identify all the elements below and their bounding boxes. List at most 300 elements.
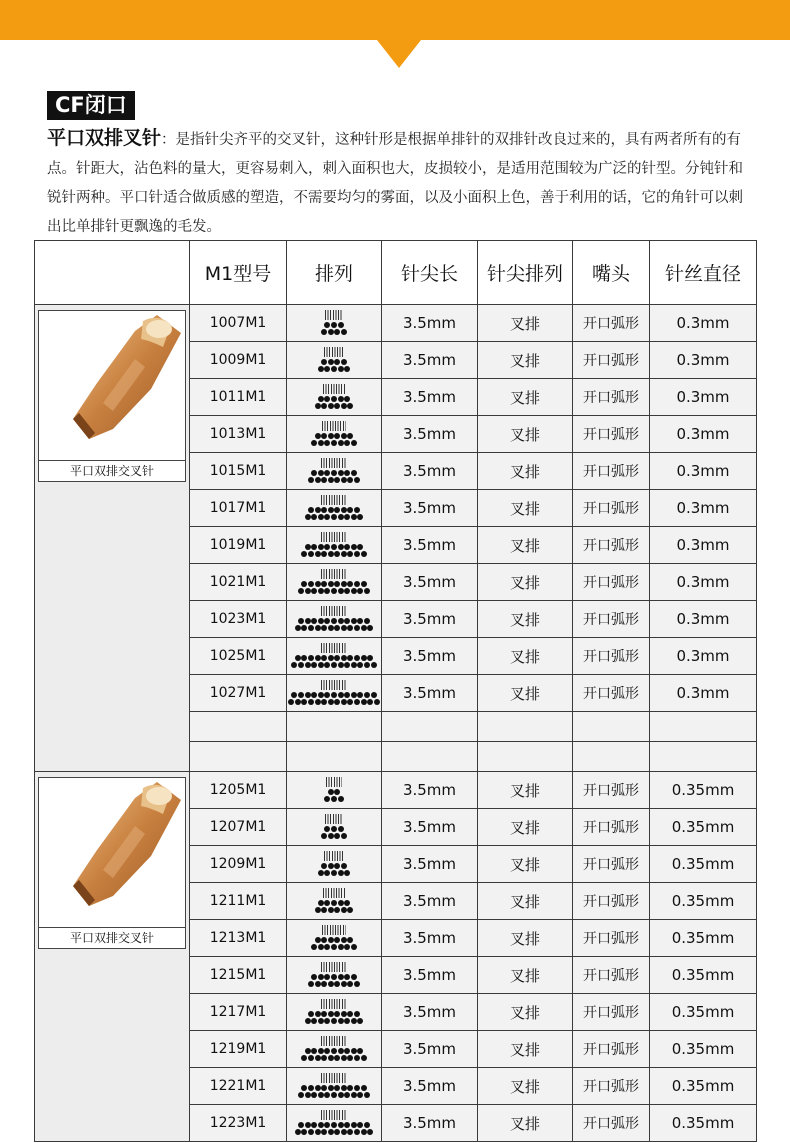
needle-dot: [331, 1018, 337, 1024]
needle-dot: [347, 655, 353, 661]
needle-row-bottom: [304, 514, 363, 520]
empty-cell: [650, 712, 757, 742]
needle-lines: [321, 495, 347, 505]
mouth-cell: 开口弧形: [573, 342, 650, 379]
needle-row-bottom: [291, 662, 377, 668]
needle-dot: [341, 1129, 347, 1135]
needle-dot: [324, 618, 330, 624]
needle-dot: [341, 359, 347, 365]
table-row: [35, 305, 757, 342]
tip-arrangement-cell: 叉排: [478, 994, 573, 1031]
needle-dot: [357, 514, 363, 520]
mouth-cell: 开口弧形: [573, 1105, 650, 1142]
diameter-cell: 0.3mm: [650, 342, 757, 379]
needle-dot: [357, 662, 363, 668]
needle-dot: [334, 981, 340, 987]
needle-row-top: [288, 692, 380, 698]
needle-dot: [341, 1011, 347, 1017]
needle-dot: [338, 662, 344, 668]
needle-row-bottom: [311, 944, 357, 950]
model-cell: 1023M1: [190, 601, 287, 638]
needle-dot: [315, 403, 321, 409]
diameter-cell: 0.3mm: [650, 453, 757, 490]
header-diameter: 针丝直径: [650, 241, 757, 305]
mouth-cell: 开口弧形: [573, 305, 650, 342]
model-cell: 1019M1: [190, 527, 287, 564]
tip-arrangement-cell: 叉排: [478, 416, 573, 453]
top-banner: [0, 0, 790, 40]
needle-dot: [324, 544, 330, 550]
needle-dot: [328, 551, 334, 557]
photo-caption: 平口双排交叉针: [39, 460, 185, 481]
needle-dot: [344, 588, 350, 594]
needle-dot: [331, 618, 337, 624]
needle-dot: [338, 796, 344, 802]
needle-dot: [318, 514, 324, 520]
tip-arrangement-cell: 叉排: [478, 846, 573, 883]
needle-lines: [324, 851, 344, 861]
diameter-cell: 0.3mm: [650, 305, 757, 342]
needle-row-bottom: [324, 796, 344, 802]
mouth-cell: 开口弧形: [573, 416, 650, 453]
needle-dot: [321, 625, 327, 631]
needle-pattern-icon: [294, 606, 373, 632]
tip-length-cell: 3.5mm: [382, 994, 478, 1031]
arrangement-cell: [287, 379, 382, 416]
needle-row-top: [314, 900, 354, 906]
photo-header-cell: [35, 241, 190, 305]
needle-dot: [338, 588, 344, 594]
needle-row-top: [298, 1085, 371, 1091]
needle-dot: [341, 907, 347, 913]
tip-length-cell: 3.5mm: [382, 527, 478, 564]
needle-dot: [347, 1129, 353, 1135]
needle-dot: [305, 662, 311, 668]
needle-dot: [334, 625, 340, 631]
needle-row-top: [294, 618, 373, 624]
needle-dot: [344, 396, 350, 402]
needle-dot: [334, 789, 340, 795]
needle-dot: [351, 618, 357, 624]
needle-dot: [367, 1129, 373, 1135]
needle-dot: [331, 1048, 337, 1054]
needle-dot: [301, 551, 307, 557]
needle-dot: [351, 1122, 357, 1128]
needle-dot: [338, 544, 344, 550]
needle-dot: [334, 699, 340, 705]
needle-dot: [318, 974, 324, 980]
empty-cell: [190, 712, 287, 742]
needle-dot: [338, 692, 344, 698]
arrangement-cell: [287, 453, 382, 490]
needle-dot: [354, 1011, 360, 1017]
tip-arrangement-cell: 叉排: [478, 883, 573, 920]
needle-lines: [321, 962, 347, 972]
needle-pattern-icon: [288, 680, 380, 706]
needle-dot: [338, 1018, 344, 1024]
needle-dot: [361, 581, 367, 587]
photo-cell: [35, 305, 190, 772]
needle-dot: [338, 1048, 344, 1054]
needle-dot: [364, 662, 370, 668]
table-body: [35, 305, 757, 1142]
needle-dot: [364, 692, 370, 698]
needle-dot: [331, 692, 337, 698]
needle-dot: [364, 1122, 370, 1128]
needle-dot: [357, 692, 363, 698]
diameter-cell: 0.3mm: [650, 416, 757, 453]
tip-length-cell: 3.5mm: [382, 564, 478, 601]
needle-dot: [301, 1085, 307, 1091]
needle-dot: [324, 1092, 330, 1098]
needle-dot: [321, 937, 327, 943]
needle-dot: [374, 699, 380, 705]
model-cell: 1015M1: [190, 453, 287, 490]
diameter-cell: 0.3mm: [650, 379, 757, 416]
needle-dot: [351, 662, 357, 668]
needle-dot: [328, 1011, 334, 1017]
arrangement-cell: [287, 416, 382, 453]
needle-row-top: [321, 826, 347, 832]
needle-dot: [318, 366, 324, 372]
tip-arrangement-cell: 叉排: [478, 1031, 573, 1068]
needle-dot: [328, 403, 334, 409]
empty-cell: [287, 712, 382, 742]
needle-dot: [324, 1122, 330, 1128]
tip-length-cell: 3.5mm: [382, 957, 478, 994]
needle-dot: [328, 359, 334, 365]
needle-dot: [321, 477, 327, 483]
needle-dot: [354, 981, 360, 987]
model-cell: 1011M1: [190, 379, 287, 416]
header-tip-length: 针尖长: [382, 241, 478, 305]
needle-dot: [324, 796, 330, 802]
diameter-cell: 0.35mm: [650, 920, 757, 957]
model-cell: 1027M1: [190, 675, 287, 712]
needle-dot: [321, 329, 327, 335]
mouth-cell: 开口弧形: [573, 453, 650, 490]
needle-dot: [341, 699, 347, 705]
needle-dot: [341, 507, 347, 513]
tip-length-cell: 3.5mm: [382, 772, 478, 809]
needle-dot: [318, 470, 324, 476]
needle-dot: [338, 944, 344, 950]
diameter-cell: 0.35mm: [650, 883, 757, 920]
needle-dot: [308, 699, 314, 705]
needle-pattern-icon: [321, 310, 347, 336]
needle-dot: [315, 625, 321, 631]
needle-row-bottom: [318, 870, 351, 876]
needle-dot: [295, 625, 301, 631]
tip-length-cell: 3.5mm: [382, 675, 478, 712]
needle-row-bottom: [321, 833, 347, 839]
needle-dot: [361, 625, 367, 631]
needle-dot: [344, 692, 350, 698]
needle-dot: [318, 618, 324, 624]
needle-row-bottom: [318, 366, 351, 372]
needle-dot: [328, 789, 334, 795]
needle-cartridge-icon: [39, 311, 185, 459]
header-model: M1型号: [190, 241, 287, 305]
needle-pattern-icon: [314, 384, 354, 410]
diameter-cell: 0.35mm: [650, 1031, 757, 1068]
mouth-cell: 开口弧形: [573, 957, 650, 994]
arrangement-cell: [287, 772, 382, 809]
needle-dot: [301, 625, 307, 631]
needle-dot: [334, 833, 340, 839]
needle-pattern-icon: [304, 495, 363, 521]
needle-row-bottom: [321, 329, 347, 335]
empty-cell: [573, 742, 650, 772]
model-cell: 1207M1: [190, 809, 287, 846]
needle-dot: [338, 900, 344, 906]
needle-dot: [361, 1055, 367, 1061]
needle-dot: [334, 359, 340, 365]
needle-lines: [321, 458, 347, 468]
needle-pattern-icon: [324, 777, 344, 803]
needle-dot: [305, 588, 311, 594]
needle-dot: [341, 1085, 347, 1091]
needle-dot: [328, 329, 334, 335]
model-cell: 1025M1: [190, 638, 287, 675]
needle-dot: [351, 1092, 357, 1098]
needle-dot: [305, 1122, 311, 1128]
description-text: ：是指针尖齐平的交叉针，这种针形是根据单排针的双排针改良过来的，具有两者所有的有点。针距大，沾色料的量大，更容易刺入，刺入面积也大，皮损较小，是适用范围较为广泛的针型。分钝针和锐针两种。平口针适合做质感的塑造，不需要均匀的雾面，以及小面积上色，善于利用的话，它的角针可以刺出比单排针更飘逸的毛发。: [47, 132, 743, 235]
needle-dot: [341, 581, 347, 587]
needle-dot: [341, 403, 347, 409]
product-title: 平口双排叉针: [47, 127, 162, 149]
needle-dot: [331, 944, 337, 950]
needle-dot: [311, 974, 317, 980]
needle-lines: [321, 1073, 347, 1083]
needle-dot: [347, 907, 353, 913]
needle-dot: [344, 440, 350, 446]
tip-length-cell: 3.5mm: [382, 1068, 478, 1105]
needle-dot: [347, 981, 353, 987]
needle-dot: [308, 1055, 314, 1061]
needle-dot: [331, 440, 337, 446]
needle-dot: [331, 396, 337, 402]
arrangement-cell: [287, 920, 382, 957]
needle-dot: [321, 907, 327, 913]
model-cell: 1009M1: [190, 342, 287, 379]
needle-row-bottom: [288, 699, 380, 705]
tip-length-cell: 3.5mm: [382, 883, 478, 920]
diameter-cell: 0.3mm: [650, 490, 757, 527]
needle-dot: [354, 655, 360, 661]
needle-lines: [322, 421, 346, 431]
needle-pattern-icon: [311, 925, 357, 951]
tip-arrangement-cell: 叉排: [478, 601, 573, 638]
needle-row-top: [291, 655, 377, 661]
needle-dot: [305, 618, 311, 624]
needle-dot: [305, 1018, 311, 1024]
header-arrangement: 排列: [287, 241, 382, 305]
needle-dot: [298, 618, 304, 624]
tip-arrangement-cell: 叉排: [478, 1068, 573, 1105]
tip-length-cell: 3.5mm: [382, 416, 478, 453]
needle-dot: [338, 470, 344, 476]
needle-dot: [308, 507, 314, 513]
model-cell: 1223M1: [190, 1105, 287, 1142]
needle-dot: [351, 588, 357, 594]
needle-dot: [344, 544, 350, 550]
needle-lines: [323, 888, 345, 898]
needle-dot: [334, 403, 340, 409]
needle-dot: [321, 699, 327, 705]
needle-dot: [331, 1122, 337, 1128]
needle-row-bottom: [301, 1055, 367, 1061]
empty-cell: [478, 742, 573, 772]
arrangement-cell: [287, 883, 382, 920]
needle-dot: [318, 1048, 324, 1054]
needle-dot: [308, 581, 314, 587]
product-description: [47, 124, 752, 242]
photo-cell: [35, 772, 190, 1142]
needle-dot: [341, 551, 347, 557]
needle-dot: [291, 662, 297, 668]
needle-lines: [321, 569, 347, 579]
needle-dot: [291, 692, 297, 698]
needle-dot: [308, 981, 314, 987]
needle-pattern-icon: [318, 347, 351, 373]
table-header-row: [35, 241, 757, 305]
table-row: [35, 772, 757, 809]
needle-pattern-icon: [294, 1110, 373, 1136]
needle-dot: [331, 974, 337, 980]
needle-dot: [354, 1129, 360, 1135]
needle-dot: [324, 692, 330, 698]
needle-dot: [357, 618, 363, 624]
tip-length-cell: 3.5mm: [382, 342, 478, 379]
photo-caption: 平口双排交叉针: [39, 927, 185, 948]
needle-dot: [324, 944, 330, 950]
needle-dot: [321, 833, 327, 839]
needle-pattern-icon: [321, 814, 347, 840]
needle-dot: [318, 944, 324, 950]
needle-lines: [321, 1110, 347, 1120]
product-photo: [38, 777, 186, 949]
tip-arrangement-cell: 叉排: [478, 809, 573, 846]
needle-dot: [351, 944, 357, 950]
needle-row-bottom: [308, 477, 361, 483]
needle-pattern-icon: [304, 999, 363, 1025]
needle-dot: [298, 588, 304, 594]
arrangement-cell: [287, 846, 382, 883]
needle-dot: [311, 470, 317, 476]
empty-cell: [382, 742, 478, 772]
needle-dot: [315, 1055, 321, 1061]
arrangement-cell: [287, 1105, 382, 1142]
needle-dot: [318, 1122, 324, 1128]
needle-dot: [331, 544, 337, 550]
tip-length-cell: 3.5mm: [382, 379, 478, 416]
needle-dot: [331, 588, 337, 594]
diameter-cell: 0.35mm: [650, 1068, 757, 1105]
needle-dot: [367, 625, 373, 631]
needle-dot: [328, 655, 334, 661]
needle-dot: [354, 1055, 360, 1061]
tip-arrangement-cell: 叉排: [478, 305, 573, 342]
needle-dot: [344, 1092, 350, 1098]
needle-dot: [351, 514, 357, 520]
tip-arrangement-cell: 叉排: [478, 564, 573, 601]
needle-dot: [298, 692, 304, 698]
needle-dot: [308, 1085, 314, 1091]
mouth-cell: 开口弧形: [573, 883, 650, 920]
needle-lines: [321, 999, 347, 1009]
needle-dot: [305, 692, 311, 698]
needle-dot: [298, 1092, 304, 1098]
empty-cell: [287, 742, 382, 772]
needle-dot: [341, 625, 347, 631]
tip-arrangement-cell: 叉排: [478, 638, 573, 675]
needle-dot: [334, 551, 340, 557]
empty-cell: [478, 712, 573, 742]
needle-dot: [344, 470, 350, 476]
needle-dot: [301, 1129, 307, 1135]
needle-dot: [324, 870, 330, 876]
needle-row-bottom: [311, 440, 357, 446]
needle-dot: [321, 655, 327, 661]
needle-dot: [308, 477, 314, 483]
needle-dot: [351, 544, 357, 550]
needle-dot: [318, 662, 324, 668]
needle-dot: [315, 581, 321, 587]
needle-lines: [324, 347, 344, 357]
needle-dot: [308, 551, 314, 557]
header-tip-arrangement: 针尖排列: [478, 241, 573, 305]
needle-dot: [328, 625, 334, 631]
needle-dot: [321, 507, 327, 513]
model-cell: 1221M1: [190, 1068, 287, 1105]
mouth-cell: 开口弧形: [573, 1031, 650, 1068]
needle-dot: [334, 433, 340, 439]
needle-dot: [344, 974, 350, 980]
needle-dot: [334, 863, 340, 869]
needle-dot: [351, 1048, 357, 1054]
needle-dot: [361, 1085, 367, 1091]
tip-length-cell: 3.5mm: [382, 453, 478, 490]
diameter-cell: 0.3mm: [650, 638, 757, 675]
needle-dot: [328, 907, 334, 913]
tip-length-cell: 3.5mm: [382, 1105, 478, 1142]
needle-dot: [324, 900, 330, 906]
needle-dot: [321, 1129, 327, 1135]
arrangement-cell: [287, 601, 382, 638]
diameter-cell: 0.35mm: [650, 1105, 757, 1142]
tip-arrangement-cell: 叉排: [478, 453, 573, 490]
needle-dot: [321, 581, 327, 587]
tip-arrangement-cell: 叉排: [478, 490, 573, 527]
tip-length-cell: 3.5mm: [382, 305, 478, 342]
needle-dot: [315, 433, 321, 439]
tip-length-cell: 3.5mm: [382, 601, 478, 638]
needle-dot: [305, 1092, 311, 1098]
needle-dot: [347, 403, 353, 409]
needle-pattern-icon: [291, 643, 377, 669]
needle-dot: [328, 981, 334, 987]
needle-dot: [351, 692, 357, 698]
needle-dot: [321, 1011, 327, 1017]
needle-dot: [347, 507, 353, 513]
needle-pattern-icon: [314, 888, 354, 914]
tip-arrangement-cell: 叉排: [478, 675, 573, 712]
needle-dot: [361, 1129, 367, 1135]
needle-dot: [305, 544, 311, 550]
tip-arrangement-cell: 叉排: [478, 957, 573, 994]
arrangement-cell: [287, 490, 382, 527]
